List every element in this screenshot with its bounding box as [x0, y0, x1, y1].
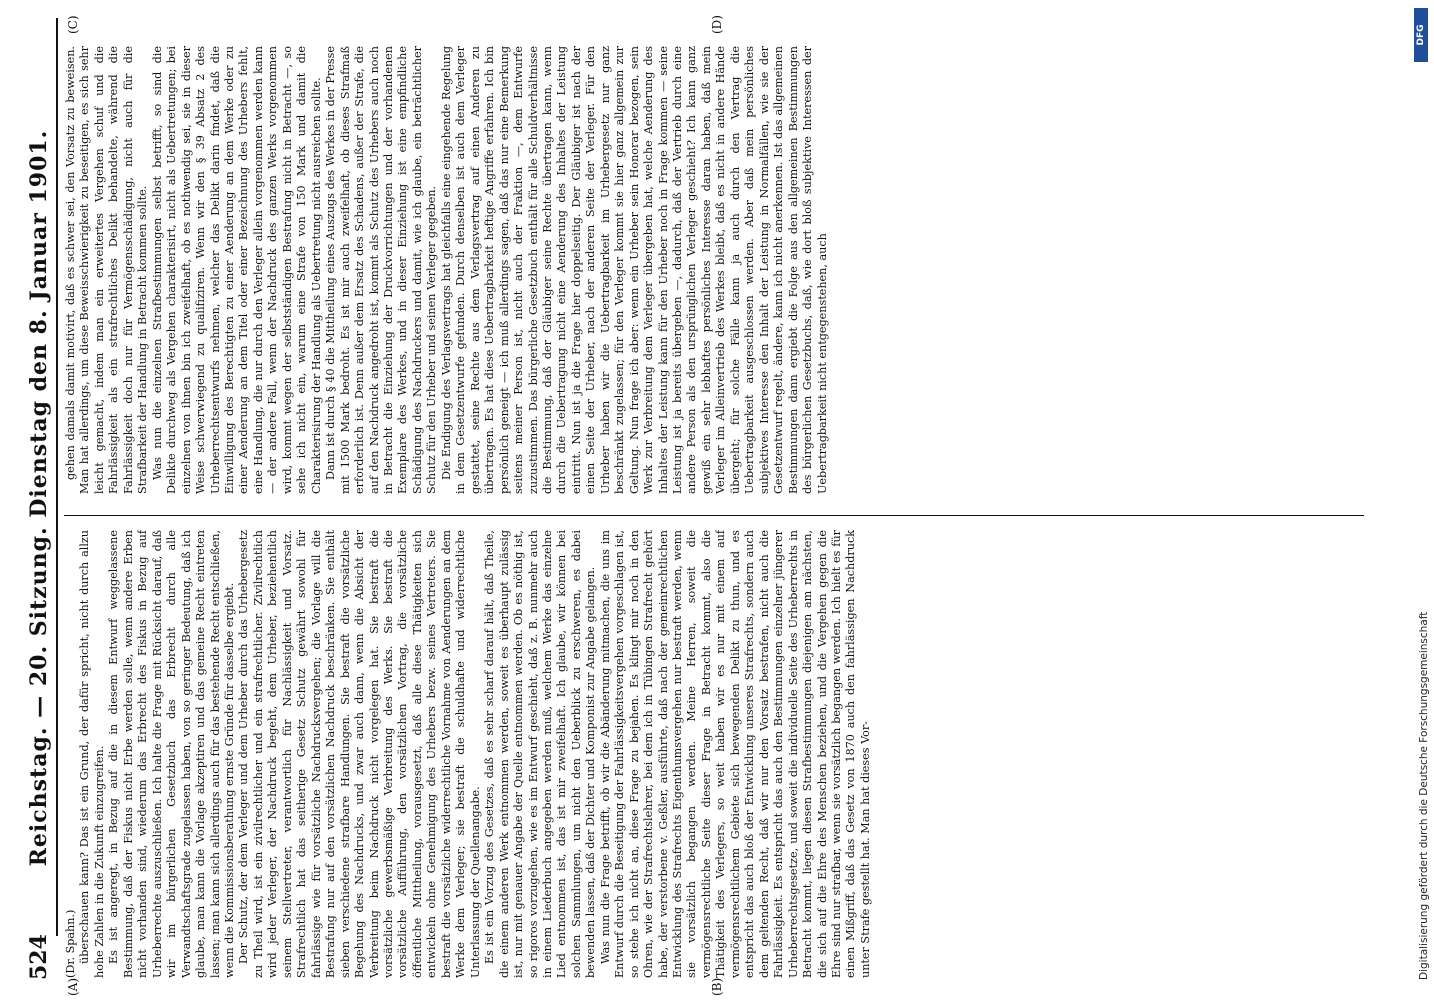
paragraph: gehen damals damit motivirt, daß es schwer sei, den Vorsatz zu beweisen. Man hat allerdings, um diese Beweisschwierigkeit zu beseitigen, es sich sehr leicht gemacht, indem man ein erweitertes Vergehen schuf und die Fahrlässigkeit als ein strafrechtliches Delikt behandelte, während die Fahrlässigkeit doch nur für Vermögensschädigung, nicht auch für die Strafbarkeit der Handlung in Betracht kommen sollte. — [64, 46, 150, 494]
header-rule — [56, 18, 58, 936]
dfg-logo-text: DFG — [1416, 24, 1426, 46]
digitization-credit: Digitalisierung gefördert durch die Deutsche Forschungsgemeinschaft — [1418, 611, 1430, 980]
paragraph: Der Schutz, der dem Verleger und dem Urheber durch das Urhebergesetz zu Theil wird, ist ein zivilrechtlicher und ein strafrechtlicher. Zivilrechtlich wird jeder Verleger, der Nachdruck begeht, dem Urheber, beziehentlich seinem Stellvertreter, verantwortlich für Nachlässigkeit und Vorsatz. Strafrechtlich hat das seitherige Gesetz Schutz gewährt sowohl für fahrlässige wie für vorsätzliche Nachdrucksvergehen; die Vorlage will die Bestrafung nur auf den vorsätzlichen Nachdruck beschränken. Sie enthält sieben verschiedene strafbare Handlungen. Sie bestraft die vorsätzliche Begehung des Nachdrucks, und zwar auch dann, wenn die Absicht der Verbreitung beim Nachdruck nicht vorgelegen hat. Sie bestraft die vorsätzliche gewerbsmäßige Verbreitung des Werks. Sie bestraft die vorsätzliche Aufführung, den vorsätzlichen Vortrag, die vorsätzliche öffentliche Mittheilung, vorausgesetzt, daß alle diese Thätigkeiten sich entwickeln ohne Genehmigung des Urhebers bezw. seines Vertreters. Sie bestraft die vorsätzliche widerrechtliche Vornahme von Aenderungen an dem Werke dem Verleger; sie bestraft die schuldhafte und widerrechtliche Unterlassung der Quellenangabe. — [237, 530, 482, 978]
margin-marker-d: (D) — [710, 15, 724, 34]
page-title: Reichstag. — 20. Sitzung. Dienstag den 8. Januar 1901. — [26, 129, 52, 867]
paragraph: Was nun die einzelnen Strafbestimmungen selbst betrifft, so sind die Delikte durchweg als Vergehen charakterisirt, nicht als Uebertretungen; bei einzelnen von ihnen bin ich zweifelhaft, ob es nothwendig sei, sie in dieser Weise schwerwiegend zu qualifiziren. Wenn wir den § 39 Absatz 2 des Urheberrechtsentwurfs nehmen, welcher das Delikt darin findet, daß die Einwilligung des Berechtigten zu einer Aenderung an dem Werke oder zu einer Aenderung an dem Titel oder einer Bezeichnung des Urhebers fehlt, eine Handlung, die nur durch den Verleger allein vorgenommen werden kann — der andere Fall, wenn der Nachdruck des ganzen Werks vorgenommen wird, kommt wegen der selbstständigen Bestrafung nicht in Betracht —, so sehe ich nicht ein, warum eine Strafe von 150 Mark und damit die Charakterisirung der Handlung als Uebertretung nicht ausreichen sollte. — [150, 46, 323, 494]
paragraph: Es ist angeregt, in Bezug auf die in diesem Entwurf weggelassene Bestimmung, daß der Fiskus nicht Erbe werden solle, wenn andere Erben nicht vorhanden sind, wiederum das Erbrecht des Fiskus in Bezug auf Urheberrechte auszuschließen. Ich halte die Frage mit Rücksicht darauf, daß wir im bürgerlichen Gesetzbuch das Erbrecht durch alle Verwandtschaftsgrade zugelassen haben, von so geringer Bedeutung, daß ich glaube, man kann die Vorlage akzeptiren und das gemeine Recht eintreten lassen; man kann sich allerdings auch für das bestehende Recht entschließen, wenn die Kommissionsberathung ernste Gründe für dasselbe ergiebt. — [107, 530, 236, 978]
margin-marker-b: (B) — [710, 977, 724, 996]
margin-marker-c: (C) — [66, 15, 80, 34]
left-column — [64, 530, 1364, 978]
right-column — [64, 46, 1364, 494]
column-divider — [64, 515, 1364, 516]
speaker-name: (Dr. Spahn.) — [64, 909, 77, 978]
page-header — [8, 16, 58, 980]
margin-marker-a: (A) — [66, 977, 80, 996]
page-number: 524 — [26, 934, 52, 980]
paragraph: Es ist ein Vorzug des Gesetzes, daß es sehr scharf darauf hält, daß Theile, die einem anderen Werk entnommen werden, soweit es überhaupt zulässig ist, nur mit genauer Angabe der Quelle entnommen werden. Ob es nöthig ist, so rigoros vorzugehen, wie es im Entwurf geschieht, daß z. B. nunmehr auch in einem Liederbuch angegeben werden muß, welchem Werke das einzelne Lied entnommen ist, das ist mir zweifelhaft. Ich glaube, wir können bei solchen Sammlungen, um nicht den Ueberblick zu erschweren, es dabei bewenden lassen, daß der Dichter und Komponist zur Angabe gelangen. — [483, 530, 598, 978]
paragraph: Was nun die Frage betrifft, ob wir die Abänderung mitmachen, die uns im Entwurf durch die Beseitigung der Fahrlässigkeitsvergehen vorgeschlagen ist, so stehe ich nicht an, diese Frage zu bejahen. Es klingt mir noch in den Ohren, wie der Strafrechtslehrer, bei dem ich in Tübingen Strafrecht gehört habe, der verstorbene v. Geßler, ausführte, daß nach der gemeinrechtlichen Entwicklung des Strafrechts Eigenthumsvergehen nur bestraft werden, wenn sie vorsätzlich begangen werden. Meine Herren, soweit die vermögensrechtliche Seite dieser Frage in Betracht kommt, also die Thätigkeit des Verlegers, so weit haben wir es nur mit einem auf vermögensrechtlichem Gebiete sich bewegenden Delikt zu thun, und es entspricht das auch bloß der Entwicklung unseres Strafrechts, sondern auch dem geltenden Recht, daß wir nur den Vorsatz bestrafen, nicht auch die Fahrlässigkeit. Es entspricht das auch den Bestimmungen einzelner jüngerer Urheberrechtsgesetze, und soweit die individuelle Seite des Urheberrechts in Betracht kommt, liegen diesen Strafbestimmungen diejenigen am nächsten, die sich auf die Ehre des Menschen beziehen, und die Vergehen gegen die Ehre sind nur strafbar, wenn sie vorsätzlich begangen werden. Ich hielt es für einen Mißgriff, daß das Gesetz von 1870 auch den fahrlässigen Nachdruck unter Strafe gestellt hat. Man hat dieses Vor- — [598, 530, 872, 978]
paragraph: Dann ist durch § 40 die Mittheilung eines Auszugs des Werkes in der Presse mit 1500 Mark bedroht. Es ist mir auch zweifelhaft, ob dieses Strafmaß erforderlich ist. Denn außer dem Ersatz des Schadens, außer der Strafe, die auf den Nachdruck angedroht ist, kommt als Schutz des Urhebers auch noch in Betracht die Einziehung der Druckvorrichtungen und der vorhandenen Exemplare des Werkes, und in dieser Einziehung ist eine empfindliche Schädigung des Nachdruckers und damit, wie ich glaube, ein beträchtlicher Schutz für den Urheber und seinen Verleger gegeben. — [324, 46, 439, 494]
dfg-logo — [1414, 8, 1428, 62]
paragraph: überschauen kann? Das ist ein Grund, der dafür spricht, nicht durch allzu hohe Zahlen in die Zukunft einzugreifen. — [78, 530, 106, 978]
paragraph: Die Endigung des Verlagsvertrags hat gleichfalls eine eingehende Regelung in dem Gesetzentwurfe gefunden. Durch denselben ist auch dem Verleger gestattet, seine Rechte aus dem Verlagsvertrag auf einen Anderen zu übertragen. Es hat diese Uebertragbarkeit heftige Angriffe erfahren. Ich bin persönlich geneigt — ich muß allerdings sagen, daß das nur eine Bemerkung seitens meiner Person ist, nicht auch der Fraktion —, dem Entwurfe zuzustimmen. Das bürgerliche Gesetzbuch enthält für alle Schuldverhältnisse die Bestimmung, daß der Gläubiger seine Rechte übertragen kann, wenn durch die Uebertragung nicht eine Aenderung des Inhaltes der Leistung eintritt. Nun ist ja die Frage hier doppelseitig. Der Gläubiger ist nach der einen Seite der Urheber, nach der anderen Seite der Verleger. Für den Urheber haben wir die Uebertragbarkeit im Urhebergesetz nur ganz beschränkt zugelassen; für den Verleger kommt sie hier ganz allgemein zur Geltung. Nun frage ich aber: wenn ein Urheber sein Honorar bezogen, sein Werk zur Verbreitung dem Verleger übergeben hat, welche Aenderung des Inhaltes der Leistung kann für den Urheber noch in Frage kommen — seine Leistung ist ja bereits übergeben —, dadurch, daß der Vertrieb durch eine andere Person als den ursprünglichen Verleger geschieht? Ich kann ganz gewiß ein sehr lebhaftes persönliches Interesse daran haben, daß mein Verleger im Alleinvertrieb des Werkes bleibt, daß es nicht in andere Hände übergeht; für solche Fälle kann ja auch durch den Vertrag die Uebertragbarkeit ausgeschlossen werden. Aber daß mein persönliches subjektives Interesse den Inhalt der Leistung in Normalfällen, wie sie der Gesetzentwurf regelt, ändere, kann ich nicht anerkennen. Ist das allgemeinen Bestimmungen dann ergiebt die Folge aus den allgemeinen Bestimmungen des bürgerlichen Gesetzbuchs, daß, wie dort bloß subjektive Interessen der Uebertragbarkeit nicht entgegenstehen, auch — [439, 46, 829, 494]
